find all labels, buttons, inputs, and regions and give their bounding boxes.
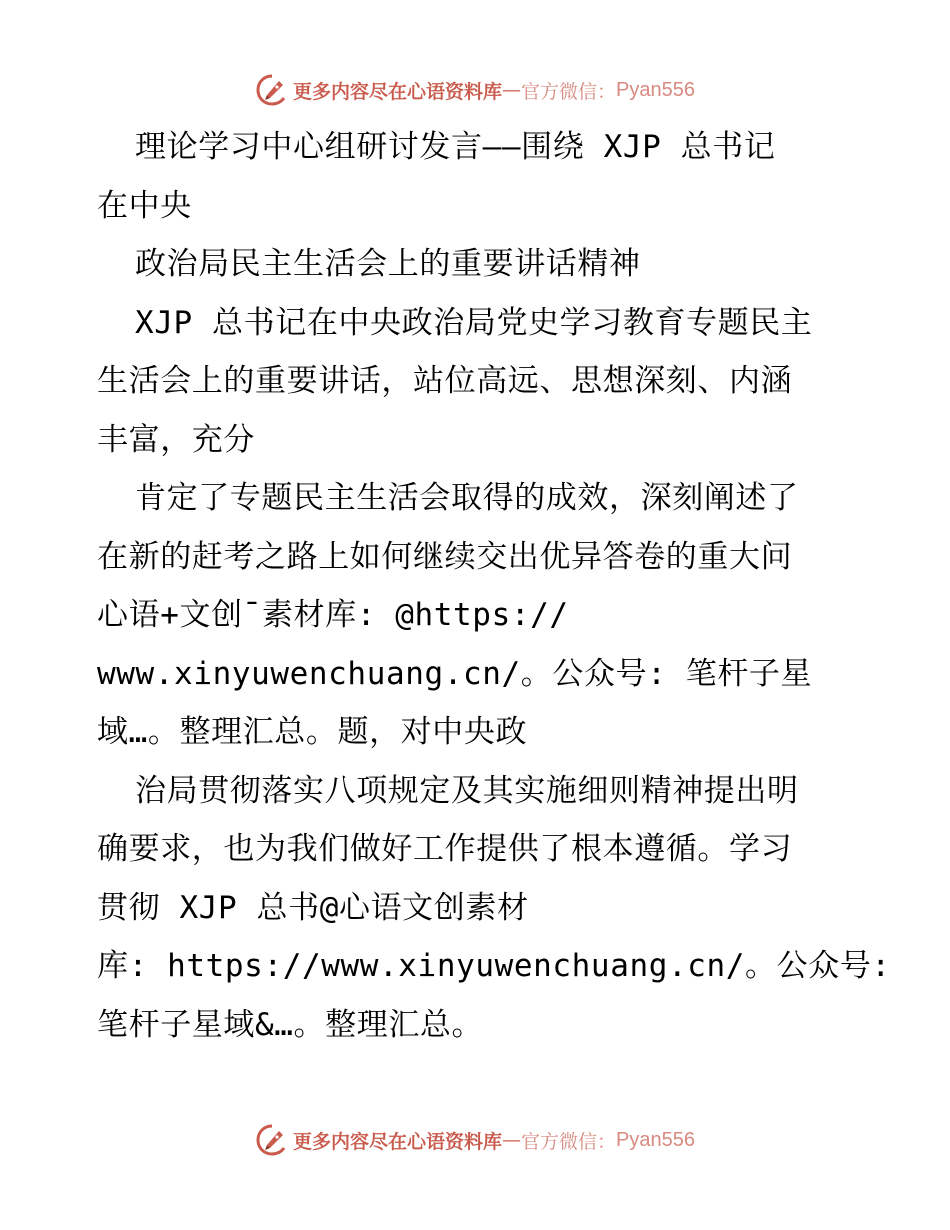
footer-banner bbox=[0, 1122, 950, 1158]
footer-separator: — bbox=[502, 1129, 522, 1151]
body-line: 肯定了专题民主生活会取得的成效，深刻阐述了 bbox=[135, 480, 799, 516]
body-line: www.xinyuwenchuang.cn/。公众号: 笔杆子星 bbox=[97, 655, 813, 692]
header-separator: — bbox=[502, 79, 522, 101]
body-line: 在新的赶考之路上如何继续交出优异答卷的重大问 bbox=[97, 538, 793, 575]
header-wechat-id: Pyan556 bbox=[616, 78, 695, 101]
body-line: 治局贯彻落实八项规定及其实施细则精神提出明 bbox=[135, 772, 799, 809]
header-wechat-label: 官方微信： bbox=[521, 80, 617, 103]
pen-nib-icon bbox=[255, 73, 289, 107]
pen-nib-icon bbox=[255, 1123, 289, 1157]
body-line: 在中央 bbox=[97, 187, 192, 224]
footer-wechat-label: 官方微信： bbox=[521, 1130, 617, 1153]
header-banner bbox=[0, 72, 950, 108]
document-body bbox=[97, 118, 891, 1054]
body-line: 库: https://www.xinyuwenchuang.cn/。公众号: bbox=[97, 948, 891, 984]
body-line: 理论学习中心组研讨发言——围绕 XJP 总书记 bbox=[135, 129, 776, 165]
body-line: 贯彻 XJP 总书@心语文创素材 bbox=[97, 889, 529, 926]
body-line: 确要求，也为我们做好工作提供了根本遵循。学习 bbox=[97, 831, 793, 867]
footer-site-text: 更多内容尽在心语资料库 bbox=[293, 1130, 503, 1153]
body-line: XJP 总书记在中央政治局党史学习教育专题民主 bbox=[135, 304, 813, 341]
footer-wechat-id: Pyan556 bbox=[616, 1128, 695, 1151]
body-line: 生活会上的重要讲话，站位高远、思想深刻、内涵 bbox=[97, 363, 793, 399]
header-site-text: 更多内容尽在心语资料库 bbox=[293, 80, 503, 103]
body-line: 心语+文创¯素材库: @https:// bbox=[97, 597, 569, 633]
body-line: 丰富，充分 bbox=[97, 421, 255, 458]
body-line: 政治局民主生活会上的重要讲话精神 bbox=[135, 246, 641, 282]
body-line: 笔杆子星域&…。整理汇总。 bbox=[97, 1006, 484, 1043]
body-line: 域…。整理汇总。题，对中央政 bbox=[97, 714, 528, 750]
